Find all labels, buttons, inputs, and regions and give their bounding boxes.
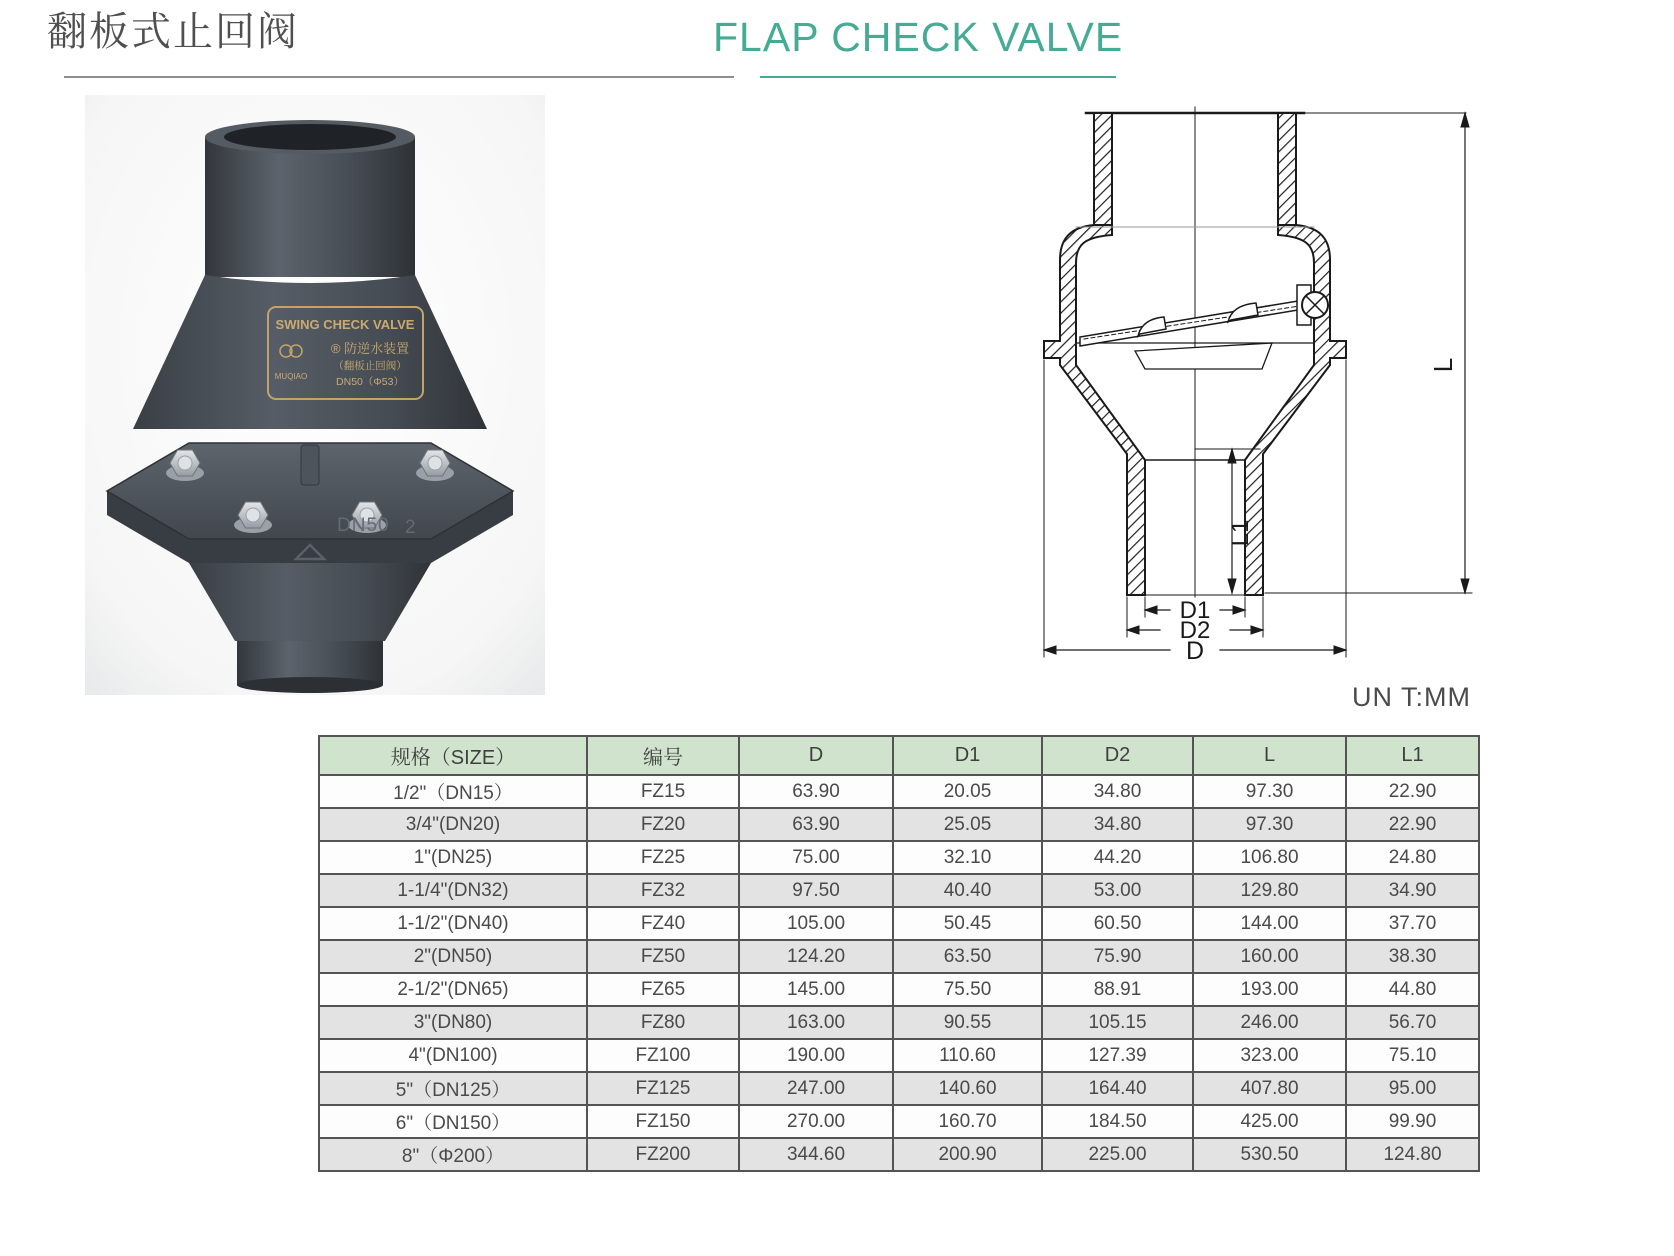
table-cell: 34.90	[1346, 874, 1479, 907]
valve-label-line1: SWING CHECK VALVE	[275, 317, 415, 332]
table-cell: 270.00	[739, 1105, 893, 1138]
table-cell: 3"(DN80)	[319, 1006, 587, 1039]
table-cell: 40.40	[893, 874, 1042, 907]
table-cell: FZ150	[587, 1105, 739, 1138]
flange-center-tab	[301, 445, 319, 485]
table-cell: 1-1/4"(DN32)	[319, 874, 587, 907]
arrowhead-icon	[1461, 113, 1469, 127]
table-cell: 95.00	[1346, 1072, 1479, 1105]
header-row	[319, 736, 1479, 775]
table-cell: 25.05	[893, 808, 1042, 841]
table-row	[319, 940, 1479, 973]
table-cell: 144.00	[1193, 907, 1346, 940]
table-row	[319, 1039, 1479, 1072]
page-title-zh: 翻板式止回阀	[47, 10, 299, 54]
table-row	[319, 1138, 1479, 1171]
table-cell: 127.39	[1042, 1039, 1193, 1072]
table-cell: 90.55	[893, 1006, 1042, 1039]
page-title-en: FLAP CHECK VALVE	[713, 14, 1124, 60]
table-cell: 32.10	[893, 841, 1042, 874]
table-cell: 344.60	[739, 1138, 893, 1171]
table-cell: 6"（DN150）	[319, 1105, 587, 1138]
table-row	[319, 1072, 1479, 1105]
arrowhead-icon	[1228, 449, 1236, 463]
table-cell: 3/4"(DN20)	[319, 808, 587, 841]
table-cell: 200.90	[893, 1138, 1042, 1171]
valve-top-socket	[205, 137, 415, 277]
table-cell: 1-1/2"(DN40)	[319, 907, 587, 940]
table-cell: 163.00	[739, 1006, 893, 1039]
dim-label-D2: D2	[1179, 617, 1211, 644]
valve-top-bore	[224, 124, 396, 150]
spec-table	[318, 735, 1480, 1172]
table-cell: 164.40	[1042, 1072, 1193, 1105]
table-row	[319, 841, 1479, 874]
column-header: L	[1193, 736, 1346, 775]
table-cell: 110.60	[893, 1039, 1042, 1072]
table-cell: 1"(DN25)	[319, 841, 587, 874]
table-cell: 247.00	[739, 1072, 893, 1105]
table-cell: 530.50	[1193, 1138, 1346, 1171]
table-cell: 63.90	[739, 808, 893, 841]
flange-number-text: 2	[405, 517, 416, 538]
table-cell: 50.45	[893, 907, 1042, 940]
valve-label-line2: ® 防逆水装置	[330, 341, 410, 356]
table-cell: 407.80	[1193, 1072, 1346, 1105]
valve-label-line4: DN50（Φ53）	[336, 376, 404, 388]
table-cell: 53.00	[1042, 874, 1193, 907]
table-cell: 63.90	[739, 775, 893, 808]
body-wall-left	[1044, 225, 1145, 595]
table-cell: 2-1/2"(DN65)	[319, 973, 587, 1006]
table-cell: FZ80	[587, 1006, 739, 1039]
valve-label-line3: （翻板止回阀）	[333, 360, 407, 372]
table-row	[319, 1006, 1479, 1039]
dim-label-D1: D1	[1179, 597, 1211, 624]
table-cell: 105.00	[739, 907, 893, 940]
section-drawing	[1010, 103, 1500, 703]
table-cell: 105.15	[1042, 1006, 1193, 1039]
table-cell: 60.50	[1042, 907, 1193, 940]
table-cell: 160.70	[893, 1105, 1042, 1138]
table-cell: 225.00	[1042, 1138, 1193, 1171]
table-cell: 75.90	[1042, 940, 1193, 973]
table-cell: FZ40	[587, 907, 739, 940]
table-row	[319, 1105, 1479, 1138]
arrowhead-icon	[1127, 626, 1139, 634]
table-cell: 22.90	[1346, 775, 1479, 808]
table-cell: 124.80	[1346, 1138, 1479, 1171]
unit-note: UN T:MM	[1352, 682, 1471, 712]
product-photo	[85, 95, 545, 695]
table-row	[319, 874, 1479, 907]
column-header: 编号	[587, 736, 739, 775]
pipe-wall-right	[1278, 113, 1296, 225]
table-cell: FZ125	[587, 1072, 739, 1105]
table-cell: 75.50	[893, 973, 1042, 1006]
table-cell: 425.00	[1193, 1105, 1346, 1138]
arrowhead-icon	[1145, 606, 1157, 614]
table-cell: 246.00	[1193, 1006, 1346, 1039]
table-row	[319, 775, 1479, 808]
table-cell: FZ50	[587, 940, 739, 973]
table-cell: 20.05	[893, 775, 1042, 808]
table-cell: 106.80	[1193, 841, 1346, 874]
table-cell: 184.50	[1042, 1105, 1193, 1138]
technical-drawing	[1010, 103, 1500, 703]
column-header: D	[739, 736, 893, 775]
table-cell: 4"(DN100)	[319, 1039, 587, 1072]
table-cell: 1/2"（DN15）	[319, 775, 587, 808]
column-header: 规格（SIZE）	[319, 736, 587, 775]
product-photo-illustration	[85, 95, 545, 695]
table-cell: 193.00	[1193, 973, 1346, 1006]
arrowhead-icon	[1334, 646, 1346, 654]
table-cell: 5"（DN125）	[319, 1072, 587, 1105]
dim-label-L1: L1	[1227, 519, 1254, 547]
arrowhead-icon	[1233, 606, 1245, 614]
table-row	[319, 808, 1479, 841]
table-row	[319, 907, 1479, 940]
spec-table-body	[319, 775, 1479, 1171]
table-cell: FZ25	[587, 841, 739, 874]
table-cell: 145.00	[739, 973, 893, 1006]
table-cell: FZ65	[587, 973, 739, 1006]
table-row	[319, 973, 1479, 1006]
column-header: D2	[1042, 736, 1193, 775]
table-cell: 140.60	[893, 1072, 1042, 1105]
table-cell: 34.80	[1042, 775, 1193, 808]
table-cell: 63.50	[893, 940, 1042, 973]
table-cell: 124.20	[739, 940, 893, 973]
column-header: L1	[1346, 736, 1479, 775]
table-cell: 44.20	[1042, 841, 1193, 874]
dim-label-D: D	[1185, 637, 1205, 665]
table-cell: 38.30	[1346, 940, 1479, 973]
arrowhead-icon	[1461, 579, 1469, 593]
dim-label-L: L	[1428, 357, 1458, 373]
table-cell: 97.50	[739, 874, 893, 907]
body-wall-right	[1245, 225, 1346, 595]
pipe-wall-left	[1094, 113, 1112, 225]
table-cell: 37.70	[1346, 907, 1479, 940]
table-cell: 44.80	[1346, 973, 1479, 1006]
table-cell: FZ100	[587, 1039, 739, 1072]
column-header: D1	[893, 736, 1042, 775]
brand-logo-text: MUQIAO	[274, 372, 308, 381]
table-cell: 88.91	[1042, 973, 1193, 1006]
title-underline-en	[760, 76, 1116, 78]
table-cell: 323.00	[1193, 1039, 1346, 1072]
table-cell: 22.90	[1346, 808, 1479, 841]
valve-bottom-edge	[237, 677, 383, 693]
table-cell: 190.00	[739, 1039, 893, 1072]
table-cell: 97.30	[1193, 775, 1346, 808]
table-cell: 8"（Φ200）	[319, 1138, 587, 1171]
table-cell: 34.80	[1042, 808, 1193, 841]
table-cell: 56.70	[1346, 1006, 1479, 1039]
table-cell: FZ20	[587, 808, 739, 841]
table-cell: 24.80	[1346, 841, 1479, 874]
table-cell: FZ32	[587, 874, 739, 907]
table-cell: 97.30	[1193, 808, 1346, 841]
table-cell: 75.00	[739, 841, 893, 874]
table-cell: 160.00	[1193, 940, 1346, 973]
arrowhead-icon	[1044, 646, 1056, 654]
arrowhead-icon	[1228, 579, 1236, 593]
spec-table-head	[319, 736, 1479, 775]
table-cell: 2"(DN50)	[319, 940, 587, 973]
table-cell: FZ200	[587, 1138, 739, 1171]
flange-size-text: DN50	[337, 515, 390, 536]
table-cell: 99.90	[1346, 1105, 1479, 1138]
table-cell: FZ15	[587, 775, 739, 808]
arrowhead-icon	[1251, 626, 1263, 634]
flap-body-outline	[1135, 343, 1272, 369]
table-cell: 75.10	[1346, 1039, 1479, 1072]
table-cell: 129.80	[1193, 874, 1346, 907]
title-underline-zh	[64, 76, 734, 78]
